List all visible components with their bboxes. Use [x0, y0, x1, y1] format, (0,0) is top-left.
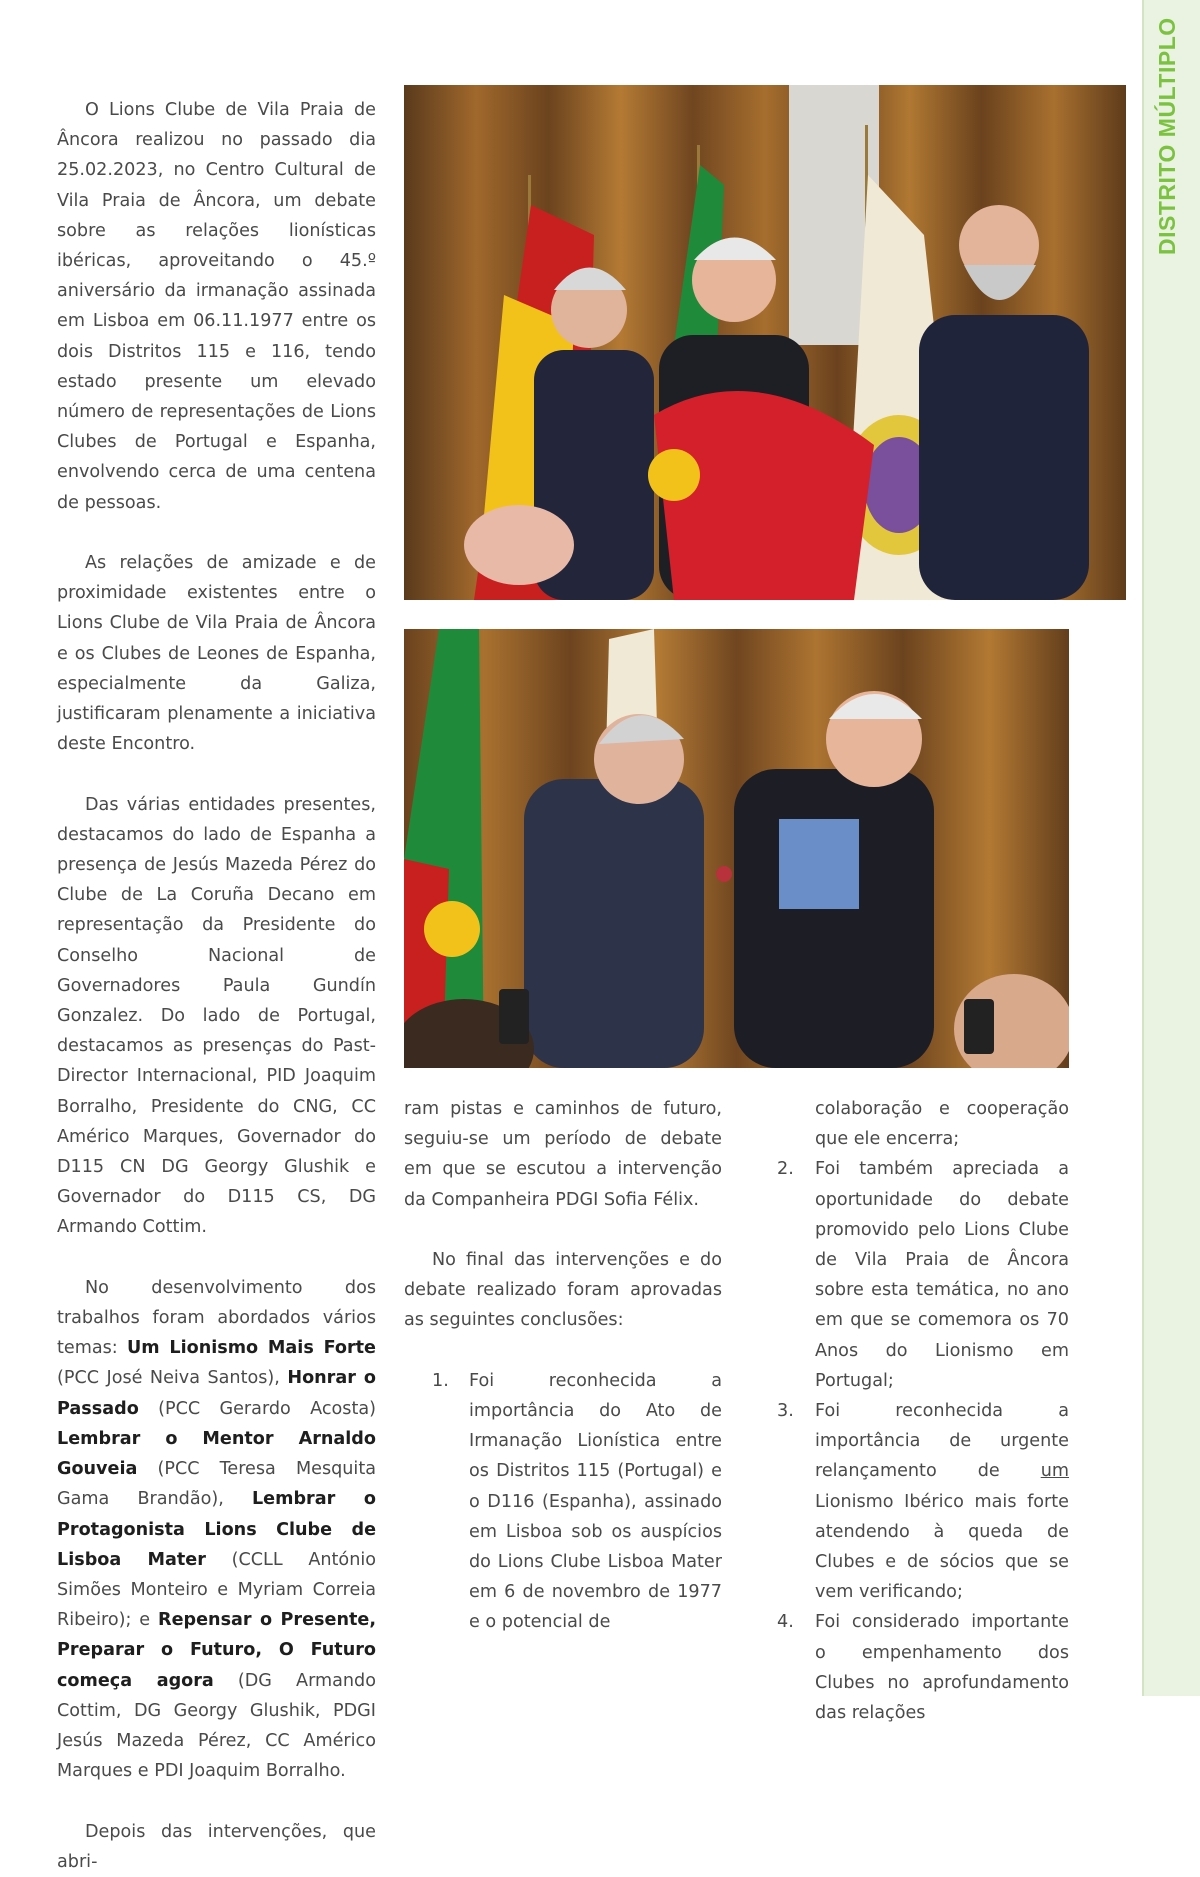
conclusion-item-3: 3. Foi reconhecida a importância de urgente relançamento de um Lionismo Ibérico mais forte atendendo à queda de Clubes e de sócios que se vem verificando;: [777, 1396, 1069, 1607]
conclusion-number: 4.: [777, 1612, 794, 1633]
conclusion-item-2: 2. Foi também apreciada a oportunidade do debate promovido pelo Lions Clube de Vila Praia de Âncora sobre esta temática, no ano em que se comemora os 70 Anos do Lionismo em Portugal;: [777, 1154, 1069, 1396]
article-column-1: [57, 95, 376, 1877]
conclusion-number: 1.: [432, 1370, 449, 1391]
paragraph-debate: ram pistas e caminhos de futuro, seguiu-se um período de debate em que se escutou a intervenção da Companheira PDGI Sofia Félix.: [404, 1099, 722, 1210]
conclusions-list-continued: [777, 1154, 1069, 1728]
theme-2: Honrar o Passado: [57, 1368, 376, 1419]
paragraph-relations: As relações de amizade e de proximidade existentes entre o Lions Clube de Vila Praia de Âncora e os Clubes de Leones de Espanha, especialmente da Galiza, justificaram plenamente a iniciativa deste Encontro.: [57, 553, 376, 755]
article-column-3: [777, 1094, 1069, 1728]
photo-medal-ceremony: [404, 629, 1069, 1068]
conclusions-list: [404, 1366, 722, 1638]
paragraph-after-interventions: Depois das intervenções, que abri-: [57, 1821, 376, 1872]
theme-3: Lembrar o Mentor Arnaldo Gouveia: [57, 1428, 376, 1480]
paragraph-intro: O Lions Clube de Vila Praia de Âncora realizou no passado dia 25.02.2023, no Centro Cultural de Vila Praia de Âncora, um debate sobre as relações lionísticas ibéricas, aproveitando o 45.º aniversário da irmanação assinada em Lisboa em 06.11.1977 entre os dois Distritos 115 e 116, tendo estado presente um elevado número de representações de Lions Clubes de Portugal e Espanha, envolvendo cerca de uma centena de pessoas.: [57, 100, 376, 513]
section-title: DISTRITO MÚLTIPLO: [1154, 17, 1180, 255]
paragraph-conclusions-intro: No final das intervenções e do debate realizado foram aprovadas as seguintes conclusões:: [404, 1250, 722, 1331]
theme-5: Repensar o Presente, Preparar o Futuro, O Futuro começa agora: [57, 1610, 376, 1691]
conclusion-number: 3.: [777, 1401, 794, 1422]
paragraph-themes: No desenvolvimento dos trabalhos foram abordados vários temas: Um Lionismo Mais Forte (PCC José Neiva Santos), Honrar o Passado (PCC Gerardo Acosta) Lembrar o Mentor Arnaldo Gouveia (PCC Teresa Mesquita Gama Brandão), Lembrar o Protagonista Lions Clube de Lisboa Mater (CCLL António Simões Monteiro e Myriam Correia Ribeiro); e Repensar o Presente, Preparar o Futuro, O Futuro começa agora (DG Armando Cottim, DG Georgy Glushik, PDGI Jesús Mazeda Pérez, CC Américo Marques e PDI Joaquim Borralho.: [57, 1277, 376, 1782]
theme-1: Um Lionismo Mais Forte: [126, 1338, 376, 1359]
conclusion-item-1: 1. Foi reconhecida a importância do Ato de Irmanação Lionística entre os Distritos 115 (Portugal) e o D116 (Espanha), assinado em Lisboa sob os auspícios do Lions Clube Lisboa Mater em 6 de novembro de 1977 e o potencial de: [404, 1366, 722, 1638]
conclusion-item-4: 4. Foi considerado importante o empenhamento dos Clubes no aprofundamento das relações: [777, 1607, 1069, 1728]
conclusion-item-1-continued: colaboração e cooperação que ele encerra;: [815, 1099, 1069, 1150]
theme-4: Lembrar o Protagonista Lions Clube de Lisboa Mater: [57, 1489, 376, 1570]
paragraph-entities: Das várias entidades presentes, destacamos do lado de Espanha a presença de Jesús Mazeda Pérez do Clube de La Coruña Decano em representação da Presidente do Conselho Nacional de Governadores Paula Gundín Gonzalez. Do lado de Portugal, destacamos as presenças do Past-Director Internacional, PID Joaquim Borralho, Presidente do CNG, CC Américo Marques, Governador do D115 CN DG Georgy Glushik e Governador do D115 CS, DG Armando Cottim.: [57, 794, 376, 1238]
article-column-2: [404, 1094, 722, 1638]
photo-flags-ceremony: [404, 85, 1126, 600]
conclusion-number: 2.: [777, 1159, 794, 1180]
